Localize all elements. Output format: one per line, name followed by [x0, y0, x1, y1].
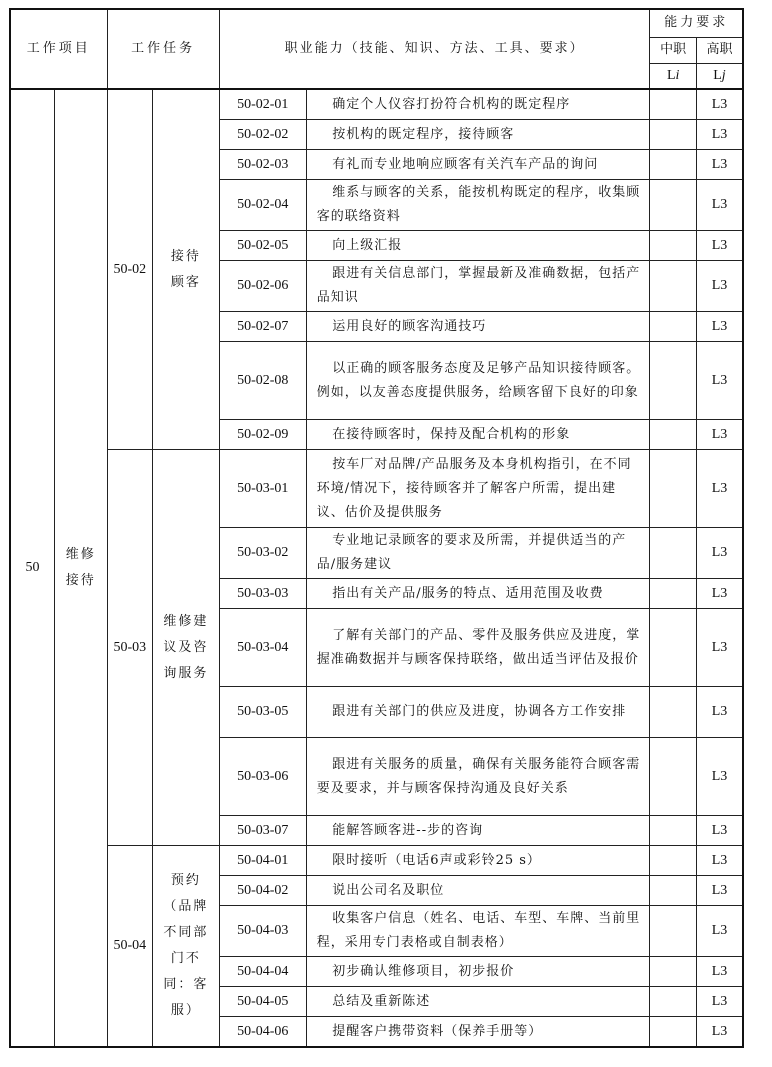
table-row [10, 846, 743, 876]
mid-level [650, 450, 697, 528]
high-level: L3 [696, 1017, 743, 1048]
high-level: L3 [696, 528, 743, 579]
high-level: L3 [696, 89, 743, 120]
high-level: L3 [696, 738, 743, 816]
mid-level [650, 906, 697, 957]
high-level: L3 [696, 261, 743, 312]
ability-text: 运用良好的顾客沟通技巧 [306, 312, 650, 342]
high-level: L3 [696, 450, 743, 528]
ability-code: 50-03-03 [219, 579, 306, 609]
table-body [10, 89, 743, 1047]
ability-text: 专业地记录顾客的要求及所需，并提供适当的产品/服务建议 [306, 528, 650, 579]
group-name: 预约（品牌不同部门不同：客服） [153, 846, 220, 1048]
mid-level [650, 528, 697, 579]
ability-code: 50-02-04 [219, 180, 306, 231]
mid-level [650, 180, 697, 231]
header-requirement: 能力要求 [650, 9, 743, 37]
high-level: L3 [696, 816, 743, 846]
header-mid: 中职 [650, 37, 697, 63]
group-name: 维修建议及咨询服务 [153, 450, 220, 846]
mid-level [650, 846, 697, 876]
table-row [10, 450, 743, 528]
mid-level [650, 342, 697, 420]
high-level: L3 [696, 180, 743, 231]
mid-level [650, 987, 697, 1017]
high-level: L3 [696, 579, 743, 609]
header-li: Li [650, 63, 697, 89]
project-code: 50 [10, 89, 54, 1047]
mid-level [650, 120, 697, 150]
ability-text: 有礼而专业地响应顾客有关汽车产品的询问 [306, 150, 650, 180]
group-code: 50-02 [107, 89, 152, 450]
high-level: L3 [696, 687, 743, 738]
header-ability: 职业能力（技能、知识、方法、工具、要求） [219, 9, 650, 89]
mid-level [650, 1017, 697, 1048]
mid-level [650, 89, 697, 120]
mid-level [650, 312, 697, 342]
ability-code: 50-02-09 [219, 420, 306, 450]
ability-text: 维系与顾客的关系，能按机构既定的程序，收集顾客的联络资料 [306, 180, 650, 231]
ability-text: 初步确认维修项目，初步报价 [306, 957, 650, 987]
high-level: L3 [696, 609, 743, 687]
ability-code: 50-04-03 [219, 906, 306, 957]
header-project: 工作项目 [10, 9, 107, 89]
table-row [10, 89, 743, 120]
ability-text: 能解答顾客进--步的咨询 [306, 816, 650, 846]
high-level: L3 [696, 420, 743, 450]
ability-text: 总结及重新陈述 [306, 987, 650, 1017]
ability-text: 说出公司名及职位 [306, 876, 650, 906]
ability-text: 了解有关部门的产品、零件及服务供应及进度，掌握准确数据并与顾客保持联络，做出适当评估及报价 [306, 609, 650, 687]
ability-code: 50-03-01 [219, 450, 306, 528]
ability-code: 50-03-04 [219, 609, 306, 687]
mid-level [650, 579, 697, 609]
high-level: L3 [696, 876, 743, 906]
header-task: 工作任务 [107, 9, 219, 89]
ability-code: 50-04-04 [219, 957, 306, 987]
mid-level [650, 876, 697, 906]
high-level: L3 [696, 846, 743, 876]
ability-text: 指出有关产品/服务的特点、适用范围及收费 [306, 579, 650, 609]
group-name: 接待顾客 [153, 89, 220, 450]
mid-level [650, 738, 697, 816]
ability-text: 向上级汇报 [306, 231, 650, 261]
ability-text: 跟进有关信息部门，掌握最新及准确数据，包括产品知识 [306, 261, 650, 312]
ability-code: 50-02-06 [219, 261, 306, 312]
ability-text: 以正确的顾客服务态度及足够产品知识接待顾客。例如，以友善态度提供服务，给顾客留下良好的印象 [306, 342, 650, 420]
ability-text: 确定个人仪容打扮符合机构的既定程序 [306, 89, 650, 120]
ability-code: 50-03-05 [219, 687, 306, 738]
group-code: 50-04 [107, 846, 152, 1048]
ability-code: 50-02-03 [219, 150, 306, 180]
ability-code: 50-02-01 [219, 89, 306, 120]
mid-level [650, 231, 697, 261]
competency-table [9, 8, 744, 1048]
ability-code: 50-04-05 [219, 987, 306, 1017]
header-high: 高职 [696, 37, 743, 63]
ability-code: 50-04-02 [219, 876, 306, 906]
ability-text: 在接待顾客时，保持及配合机构的形象 [306, 420, 650, 450]
ability-code: 50-02-07 [219, 312, 306, 342]
ability-code: 50-03-07 [219, 816, 306, 846]
project-name: 维修接待 [54, 89, 107, 1047]
ability-code: 50-04-06 [219, 1017, 306, 1048]
mid-level [650, 609, 697, 687]
high-level: L3 [696, 231, 743, 261]
high-level: L3 [696, 312, 743, 342]
mid-level [650, 816, 697, 846]
ability-code: 50-03-02 [219, 528, 306, 579]
high-level: L3 [696, 150, 743, 180]
ability-code: 50-04-01 [219, 846, 306, 876]
ability-text: 收集客户信息（姓名、电话、车型、车牌、当前里程，采用专门表格或自制表格） [306, 906, 650, 957]
mid-level [650, 687, 697, 738]
ability-text: 限时接听（电话6声或彩铃25 s） [306, 846, 650, 876]
high-level: L3 [696, 120, 743, 150]
high-level: L3 [696, 957, 743, 987]
ability-text: 跟进有关部门的供应及进度，协调各方工作安排 [306, 687, 650, 738]
header-lj: Lj [696, 63, 743, 89]
mid-level [650, 150, 697, 180]
ability-text: 跟进有关服务的质量，确保有关服务能符合顾客需要及要求，并与顾客保持沟通及良好关系 [306, 738, 650, 816]
ability-code: 50-02-02 [219, 120, 306, 150]
high-level: L3 [696, 342, 743, 420]
ability-text: 按机构的既定程序，接待顾客 [306, 120, 650, 150]
mid-level [650, 420, 697, 450]
high-level: L3 [696, 987, 743, 1017]
ability-text: 按车厂对品牌/产品服务及本身机构指引，在不同环境/情况下，接待顾客并了解客户所需，提出建议、估价及提供服务 [306, 450, 650, 528]
high-level: L3 [696, 906, 743, 957]
mid-level [650, 957, 697, 987]
group-code: 50-03 [107, 450, 152, 846]
ability-code: 50-02-05 [219, 231, 306, 261]
ability-code: 50-02-08 [219, 342, 306, 420]
ability-text: 提醒客户携带资料（保养手册等） [306, 1017, 650, 1048]
mid-level [650, 261, 697, 312]
ability-code: 50-03-06 [219, 738, 306, 816]
